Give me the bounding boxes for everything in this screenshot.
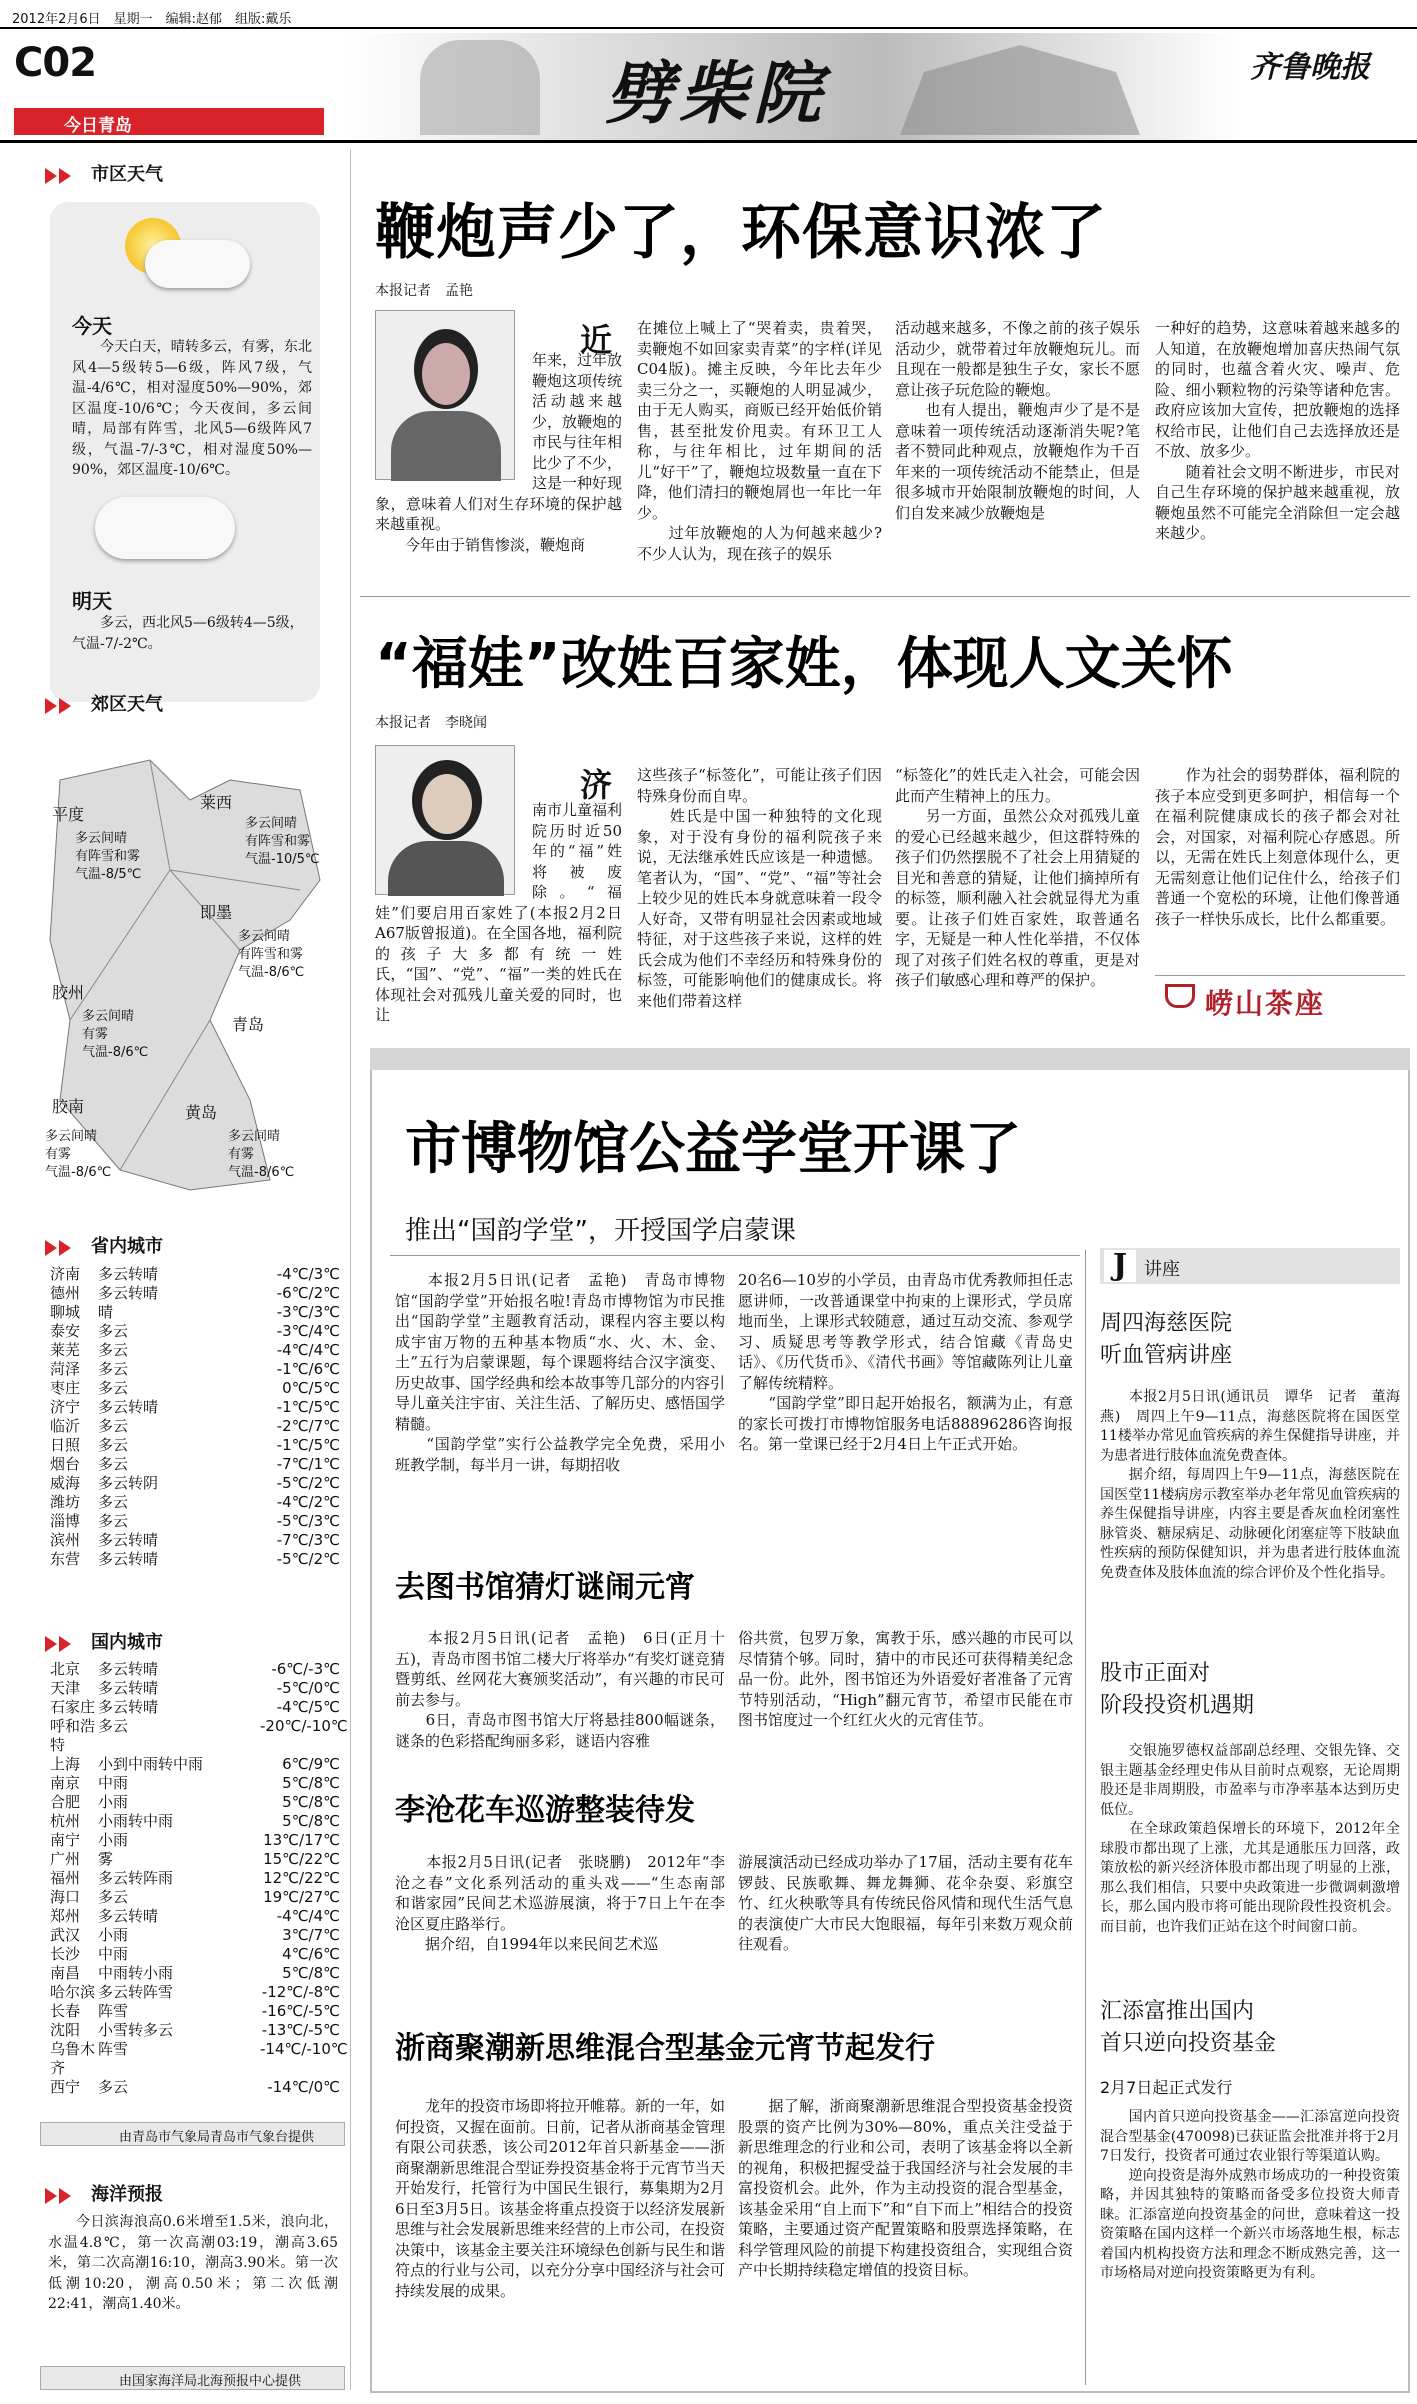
city-condition: 多云 xyxy=(98,1717,129,1735)
city-city: 杭州 xyxy=(50,1812,81,1830)
city-temp: -4℃/2℃ xyxy=(276,1493,340,1511)
news2-title: 李沧花车巡游整装待发 xyxy=(395,1793,695,1828)
city-city: 济南 xyxy=(50,1265,81,1283)
tomorrow-label: 明天 xyxy=(72,589,112,613)
city-city: 威海 xyxy=(50,1474,81,1492)
city-row xyxy=(50,1341,340,1360)
arrow-icon xyxy=(59,2188,71,2204)
city-condition: 多云 xyxy=(98,1341,129,1359)
city-row xyxy=(50,1907,340,1926)
city-temp: 6℃/9℃ xyxy=(282,1755,340,1773)
city-city: 南宁 xyxy=(50,1831,81,1849)
city-temp: -12℃/-8℃ xyxy=(261,1983,340,2001)
article1-byline: 本报记者 孟艳 xyxy=(375,283,473,299)
city-row xyxy=(50,1265,340,1284)
city-row xyxy=(50,1360,340,1379)
sidebar-item2-text: 交银施罗德权益部副总经理、交银先锋、交银主题基金经理史伟从目前时点观察，无论周期股还是非周期股，市盈率与市净率基本达到历史低位。 在全球政策趋保增长的环境下，2012年全球股市都出现了上涨，尤其是通胀压力回落，政策放松的新兴经济体股市都出现了明显的上涨，那么我们相信，只要中央政策进一步微调刺激增长，那么国内股市将可能出现阶段性投资机会。而目前，也许我们正站在这个时间窗口前。 xyxy=(1100,1743,1400,1935)
city-city: 合肥 xyxy=(50,1793,81,1811)
city-row xyxy=(50,1964,340,1983)
city-row xyxy=(50,1945,340,1964)
article2-dropcap: 济 xyxy=(580,766,613,804)
city-city: 呼和浩特 xyxy=(50,1717,96,1754)
city-city: 南昌 xyxy=(50,1964,81,1982)
news2-col2: 游展演活动已经成功举办了17届，活动主要有花车锣鼓、民族歌舞、舞龙舞狮、花伞杂耍、彩旗空竹、红火秧歌等具有传统民俗风情和现代生活气息的表演使广大市民大饱眼福，每年引来数万观众前往观看。 xyxy=(738,1853,1073,1953)
lead-title: 市博物馆公益学堂开课了 xyxy=(405,1117,1021,1182)
paper-logo: 齐鲁晚报 xyxy=(1250,50,1370,85)
news3-col1: 龙年的投资市场即将拉开帷幕。新的一年，如何投资，又握在面前。日前，记者从浙商基金管理有限公司获悉，该公司2012年首只新基金——浙商聚潮新思维混合型证券投资基金将于元宵节当天开始发行，托管行为中国民生银行，募集期为2月6日至3月5日。该基金将重点投资于以经济发展新思维与社会发展新思维来经营的上市公司，在投资决策中，该基金主要关注环境绿色创新与民生和谐符点的行业与公司，以充分分享中国经济与社会可持续发展的成果。 xyxy=(395,2097,726,2300)
city-row xyxy=(50,1660,340,1679)
city-city: 聊城 xyxy=(50,1303,81,1321)
city-city: 乌鲁木齐 xyxy=(50,2040,96,2077)
city-city: 沈阳 xyxy=(50,2021,81,2039)
city-row xyxy=(50,1793,340,1812)
city-condition: 小雪转多云 xyxy=(98,2021,174,2039)
sun-cloud-icon xyxy=(120,218,250,290)
city-city: 郑州 xyxy=(50,1907,81,1925)
city-temp: -7℃/3℃ xyxy=(276,1531,340,1549)
city-condition: 小雨 xyxy=(98,1926,129,1944)
page-number: C02 xyxy=(14,40,97,86)
lead-subtitle: 推出“国韵学堂”，开授国学启蒙课 xyxy=(405,1216,796,1246)
city-city: 长春 xyxy=(50,2002,81,2020)
banner-illustration xyxy=(420,40,540,135)
teacup-icon xyxy=(1165,984,1195,1008)
map-label-pingdu: 平度 xyxy=(52,805,85,824)
lead-col2: 20名6—10岁的小学员，由青岛市优秀教师担任志愿讲师，一改普通课堂中拘束的上课形式，学员席地而坐，上课形式较随意，通过互动交流、参观学习、质疑思考等教学形式，结合馆藏《青岛史话》、《历代货币》、《清代书画》等馆藏陈列让儿童了解传统精粹。 “国韵学堂”即日起开始报名，额满为止，有意的家长可拨打市博物馆服务电话88896286咨询报名。第一堂课已经于2月4日上午正式开始。 xyxy=(738,1271,1073,1453)
city-temp: -1℃/5℃ xyxy=(276,1398,340,1416)
city-temp: -14℃/0℃ xyxy=(267,2078,340,2096)
city-temp: -16℃/-5℃ xyxy=(261,2002,340,2020)
city-condition: 多云 xyxy=(98,1436,129,1454)
sidebar-divider xyxy=(1085,1250,1086,2385)
top-rule xyxy=(0,27,1417,29)
section-tab: 今日青岛 xyxy=(14,108,324,135)
city-condition: 多云转晴 xyxy=(98,1907,159,1925)
city-row xyxy=(50,2078,340,2097)
city-condition: 多云 xyxy=(98,1379,129,1397)
city-condition: 雾 xyxy=(98,1850,114,1868)
city-city: 烟台 xyxy=(50,1455,81,1473)
city-temp: 15℃/22℃ xyxy=(263,1850,340,1868)
lead-rule xyxy=(390,1255,1080,1256)
ocean-source: 由国家海洋局北海预报中心提供 xyxy=(40,2366,345,2390)
arrow-icon xyxy=(59,168,71,184)
city-row xyxy=(50,1322,340,1341)
city-row xyxy=(50,1284,340,1303)
weather-source: 由青岛市气象局青岛市气象台提供 xyxy=(40,2122,345,2146)
city-temp: -13℃/-5℃ xyxy=(261,2021,340,2039)
city-city: 东营 xyxy=(50,1550,81,1568)
city-city: 哈尔滨 xyxy=(50,1983,96,2001)
city-condition: 多云转晴 xyxy=(98,1265,159,1283)
map-label-jiaonan: 胶南 xyxy=(52,1097,85,1116)
map-label-qingdao: 青岛 xyxy=(232,1015,265,1034)
city-condition: 多云转晴 xyxy=(98,1698,159,1716)
city-temp: 12℃/22℃ xyxy=(263,1869,340,1887)
city-city: 石家庄 xyxy=(50,1698,96,1716)
arrow-icon xyxy=(59,1636,71,1652)
map-label-jimo: 即墨 xyxy=(200,903,233,922)
map-text-huangdao: 多云间晴 有雾 气温-8/6℃ xyxy=(228,1129,295,1180)
arrow-icon xyxy=(45,2188,57,2204)
city-temp: -4℃/4℃ xyxy=(276,1907,340,1925)
city-row xyxy=(50,1417,340,1436)
city-row xyxy=(50,1831,340,1850)
city-temp: -3℃/4℃ xyxy=(276,1322,340,1340)
city-city: 海口 xyxy=(50,1888,81,1906)
city-row xyxy=(50,1698,340,1717)
article2-title: “福娃”改姓百家姓，体现人文关怀 xyxy=(375,632,1233,697)
lead-box-topbar xyxy=(370,1048,1410,1070)
city-city: 淄博 xyxy=(50,1512,81,1530)
city-temp: -20℃/-10℃ xyxy=(260,1717,348,1735)
city-temp: 3℃/7℃ xyxy=(282,1926,340,1944)
article1-col1: 年来，过年放鞭炮这项传统活动越来越少，放鞭炮的市民与往年相比少了不少，这是一种好现象，意味着人们对生存环境的保护越来越重视。 今年由于销售惨淡，鞭炮商 xyxy=(375,351,623,554)
city-temp: -1℃/5℃ xyxy=(276,1436,340,1454)
city-city: 滨州 xyxy=(50,1531,81,1549)
sidebar-item3-text: 国内首只逆向投资基金——汇添富逆向投资混合型基金(470098)已获证监会批准并将于2月7日发行，投资者可通过农业银行等渠道认购。 逆向投资是海外成熟市场成功的一种投资策略，并因其独特的策略而备受多位投资大师青睐。汇添富逆向投资基金的问世，意味着这一投资策略在国内这样一个新兴市场落地生根，标志着国内机构投资方法和理念不断成熟完善，这一市场格局对逆向投资策略更为有利。 xyxy=(1100,2109,1400,2281)
city-city: 济宁 xyxy=(50,1398,81,1416)
city-row xyxy=(50,1493,340,1512)
arrow-icon xyxy=(59,1240,71,1256)
city-city: 武汉 xyxy=(50,1926,81,1944)
city-city: 北京 xyxy=(50,1660,81,1678)
city-temp: 0℃/5℃ xyxy=(282,1379,340,1397)
map-label-jiaozhou: 胶州 xyxy=(52,983,85,1002)
lead-col1: 本报2月5日讯(记者 孟艳) 青岛市博物馆“国韵学堂”开始报名啦!青岛市博物馆为市民推出“国韵学堂”主题教育活动，课程内容主要以构成宇宙万物的五种基本物质“水、火、木、金、土”五行为启蒙课题，每个课题将结合汉字演变、历史故事、国学经典和绘本故事等几部分的内容引导儿童关注宇宙、关注生活、了解历史、感悟国学精髓。 “国韵学堂”实行公益教学完全免费，采用小班教学制，每半月一讲，每期招收 xyxy=(395,1271,726,1474)
news3-title: 浙商聚潮新思维混合型基金元宵节起发行 xyxy=(395,2031,935,2066)
sidebar-item1-text: 本报2月5日讯(通讯员 谭华 记者 董海燕) 周四上午9—11点，海慈医院将在国医堂11楼举办常见血管疾病的养生保健指导讲座，并为患者进行肢体血流免费查体。 据介绍，每周四上午9—11点，海慈医院在国医堂11楼病房示教室举办老年常见血管疾病的养生保健指导讲座，内容主要是香灰血栓闭塞性脉管炎、糖尿病足、动脉硬化闭塞症等下肢缺血性疾病的预防保健知识，并为患者进行肢体血流免费查体及肢体血流的综合评价及个性化指导。 xyxy=(1100,1389,1400,1581)
city-row xyxy=(50,1436,340,1455)
city-condition: 中雨 xyxy=(98,1945,129,1963)
city-temp: -5℃/2℃ xyxy=(276,1550,340,1568)
city-condition: 多云 xyxy=(98,1455,129,1473)
article2-col2: 这些孩子“标签化”，可能让孩子们因特殊身份而自卑。 姓氏是中国一种独特的文化现象，对于没有身份的福利院孩子来说，无法继承姓氏应该是一种遗憾。笔者认为，“国”、“党”、“福”等社会上较少见的姓氏本身就意味着一段令人好奇，又带有明显社会因素或地域特征，对于这些孩子来说，这样的姓氏会成为他们不幸经历和特殊身份的标签，可能影响他们的健康成长。将来他们带着这样 xyxy=(637,766,882,1010)
news2-col1: 本报2月5日讯(记者 张晓鹏) 2012年“李沧之春”文化系列活动的重头戏——“生态南部 和谐家园”民间艺术巡游展演，将于7日上午在李沧区夏庄路举行。 据介绍，自1994年以来民间艺术巡 xyxy=(395,1853,725,1953)
news1-col1: 本报2月5日讯(记者 孟艳) 6日(正月十五)，青岛市图书馆二楼大厅将举办“有奖灯谜竞猜暨剪纸、丝网花大赛颁奖活动”，有兴趣的市民可前去参与。 6日，青岛市图书馆大厅将悬挂800幅谜条，谜条的色彩搭配绚丽多彩，谜语内容雅 xyxy=(395,1629,725,1750)
today-label: 今天 xyxy=(72,314,112,338)
column-divider xyxy=(350,150,351,2390)
city-condition: 小雨 xyxy=(98,1793,129,1811)
city-city: 福州 xyxy=(50,1869,81,1887)
ocean-forecast: 今日滨海浪高0.6米增至1.5米，浪向北，水温4.8℃，第一次高潮03:19，潮高3.65米，第二次高潮16:10，潮高3.90米。第一次低潮10:20，潮高0.50米；第二次低潮22:41，潮高1.40米。 xyxy=(48,2214,338,2312)
city-row xyxy=(50,1755,340,1774)
city-city: 德州 xyxy=(50,1284,81,1302)
city-row xyxy=(50,2002,340,2021)
arrow-icon xyxy=(45,698,57,714)
city-city: 长沙 xyxy=(50,1945,81,1963)
city-city: 莱芜 xyxy=(50,1341,81,1359)
city-row xyxy=(50,2040,348,2078)
city-condition: 多云转阴 xyxy=(98,1474,159,1492)
date-line: 2012年2月6日 星期一 编辑:赵郁 组版:戴乐 xyxy=(12,12,292,27)
city-row xyxy=(50,1983,340,2002)
city-condition: 阵雪 xyxy=(98,2002,129,2020)
city-temp: -14℃/-10℃ xyxy=(260,2040,348,2058)
map-text-pingdu: 多云间晴 有阵雪和雾 气温-8/5℃ xyxy=(75,831,142,882)
city-city: 临沂 xyxy=(50,1417,81,1435)
sidebar-tag: J 讲座 xyxy=(1100,1248,1400,1284)
map-text-jiaozhou: 多云间晴 有雾 气温-8/6℃ xyxy=(82,1009,149,1060)
city-condition: 多云转晴 xyxy=(98,1679,159,1697)
today-forecast: 今天白天，晴转多云，有雾，东北风4—5级转5—6级，阵风7级，气温-4/6℃，相对湿度50%—90%，郊区温度-10/6℃；今天夜间，多云间晴，局部有阵雪，北风5—6级阵风7级，气温-7/-3℃，相对湿度50%—90%，郊区温度-10/6℃。 xyxy=(72,339,312,478)
city-condition: 多云转晴 xyxy=(98,1660,159,1678)
city-condition: 多云 xyxy=(98,1417,129,1435)
national-header: 国内城市 xyxy=(45,1628,163,1654)
province-city-list xyxy=(50,1265,340,1569)
city-condition: 多云转晴 xyxy=(98,1284,159,1302)
city-row xyxy=(50,1379,340,1398)
city-temp: 5℃/8℃ xyxy=(282,1793,340,1811)
city-row xyxy=(50,2021,340,2040)
city-temp: -5℃/2℃ xyxy=(276,1474,340,1492)
city-condition: 多云 xyxy=(98,2078,129,2096)
city-row xyxy=(50,1550,340,1569)
city-condition: 阵雪 xyxy=(98,2040,129,2058)
teahouse-logo: 崂山茶座 xyxy=(1155,975,1405,1025)
city-row xyxy=(50,1869,340,1888)
map-label-huangdao: 黄岛 xyxy=(185,1103,218,1122)
city-city: 泰安 xyxy=(50,1322,81,1340)
city-condition: 多云 xyxy=(98,1493,129,1511)
city-temp: -6℃/-3℃ xyxy=(271,1660,340,1678)
city-city: 南京 xyxy=(50,1774,81,1792)
article2-byline: 本报记者 李晓闻 xyxy=(375,715,487,731)
section-rule xyxy=(360,596,1410,597)
map-text-jimo: 多云间晴 有阵雪和雾 气温-8/6℃ xyxy=(238,929,305,980)
city-city: 广州 xyxy=(50,1850,81,1868)
news1-col2: 俗共赏，包罗万象，寓教于乐，感兴趣的市民可以尽情猜个够。同时，猜中的市民还可获得精美纪念品一份。此外，图书馆还为外语爱好者准备了元宵节特别活动，“High”翻元宵节，希望市民能在市图书馆度过一个红红火火的元宵佳节。 xyxy=(738,1629,1073,1729)
city-temp: -2℃/7℃ xyxy=(276,1417,340,1435)
city-condition: 多云转晴 xyxy=(98,1531,159,1549)
city-temp: 5℃/8℃ xyxy=(282,1774,340,1792)
city-row xyxy=(50,1850,340,1869)
sidebar-item2-title: 股市正面对 阶段投资机遇期 xyxy=(1100,1661,1255,1718)
national-city-list xyxy=(50,1660,348,2097)
city-condition: 多云转晴 xyxy=(98,1398,159,1416)
article1-dropcap: 近 xyxy=(580,321,613,359)
city-temp: -6℃/2℃ xyxy=(276,1284,340,1302)
city-temp: -5℃/3℃ xyxy=(276,1512,340,1530)
city-temp: 19℃/27℃ xyxy=(263,1888,340,1906)
city-temp: -3℃/3℃ xyxy=(276,1303,340,1321)
city-temp: -7℃/1℃ xyxy=(276,1455,340,1473)
city-condition: 多云转晴 xyxy=(98,1550,159,1568)
city-row xyxy=(50,1512,340,1531)
article1-col4: 一种好的趋势，这意味着越来越多的人知道，在放鞭炮增加喜庆热闹气氛的同时，也蕴含着火灾、噪声、危险、细小颗粒物的污染等诸种危害。政府应该加大宣传，把放鞭炮的选择权给市民，让他们自己去选择放还是不放、放多少。 随着社会文明不断进步，市民对自己生存环境的保护越来越重视，放鞭炮虽然不可能完全消除但一定会越来越少。 xyxy=(1155,319,1400,542)
city-condition: 中雨转小雨 xyxy=(98,1964,174,1982)
map-text-jiaonan: 多云间晴 有雾 气温-8/6℃ xyxy=(45,1129,112,1180)
city-row xyxy=(50,1455,340,1474)
city-condition: 多云转阵雪 xyxy=(98,1983,174,2001)
column-name: 劈柴院 xyxy=(605,54,828,134)
news3-col2: 据了解，浙商聚潮新思维混合型投资基金投资股票的资产比例为30%—80%，重点关注受益于新思维理念的行业和公司，表明了该基金将以全新的视角，积极把握受益于我国经济与社会发展的丰富投资机会。此外，作为主动投资的混合型基金，该基金采用“自上而下”和“自下而上”相结合的投资策略，主要通过资产配置策略和股票选择策略，在科学管理风险的前提下构建投资组合，实现组合资产中长期持续稳定增值的投资目标。 xyxy=(738,2097,1073,2279)
map-text-laixi: 多云间晴 有阵雪和雾 气温-10/5℃ xyxy=(245,816,320,867)
article1-title: 鞭炮声少了，环保意识浓了 xyxy=(375,198,1107,268)
city-condition: 多云 xyxy=(98,1888,129,1906)
city-row xyxy=(50,1717,348,1755)
suburb-weather-header: 郊区天气 xyxy=(45,690,163,716)
city-temp: -4℃/4℃ xyxy=(276,1341,340,1359)
city-row xyxy=(50,1679,340,1698)
city-condition: 中雨 xyxy=(98,1774,129,1792)
city-row xyxy=(50,1888,340,1907)
city-row xyxy=(50,1303,340,1322)
city-condition: 多云 xyxy=(98,1360,129,1378)
ocean-header: 海洋预报 xyxy=(45,2180,163,2206)
city-weather-header: 市区天气 xyxy=(45,160,163,186)
city-row xyxy=(50,1926,340,1945)
sidebar-item3-title: 汇添富推出国内 首只逆向投资基金 xyxy=(1100,1999,1277,2056)
city-city: 菏泽 xyxy=(50,1360,81,1378)
article1-col2: 在摊位上喊上了“哭着卖，贵着哭，卖鞭炮不如回家卖青菜”的字样(详见C04版)。摊主反映，今年比去年少卖三分之一，买鞭炮的人明显减少，由于无人购买，商贩已经开始低价销售，甚至批发价甩卖。有环卫工人称，与往年相比，过年期间的活儿“好干”了，鞭炮垃圾数量一直在下降，他们清扫的鞭炮屑也一年比一年少。 过年放鞭炮的人为何越来越少?不少人认为，现在孩子的娱乐 xyxy=(637,319,882,563)
article1-col3: 活动越来越多，不像之前的孩子娱乐活动少，就带着过年放鞭炮玩儿。而且现在一般都是独生子女，家长不愿意让孩子玩危险的鞭炮。 也有人提出，鞭炮声少了是不是意味着一项传统活动逐渐消失呢?笔者不赞同此种观点，放鞭炮作为千百年来的一项传统活动不能禁止，但是很多城市开始限制放鞭炮的时间，人们自发来减少放鞭炮是 xyxy=(895,319,1140,522)
city-condition: 小雨 xyxy=(98,1831,129,1849)
map-label-laixi: 莱西 xyxy=(200,793,233,812)
sidebar-item3-date: 2月7日起正式发行 xyxy=(1100,2078,1233,2097)
city-condition: 小到中雨转中雨 xyxy=(98,1755,204,1773)
province-header: 省内城市 xyxy=(45,1232,163,1258)
arrow-icon xyxy=(45,168,57,184)
city-temp: -4℃/5℃ xyxy=(276,1698,340,1716)
sidebar-item1-title: 周四海慈医院 听血管病讲座 xyxy=(1100,1311,1233,1368)
city-condition: 多云 xyxy=(98,1322,129,1340)
city-temp: 13℃/17℃ xyxy=(263,1831,340,1849)
city-city: 日照 xyxy=(50,1436,81,1454)
city-row xyxy=(50,1774,340,1793)
city-row xyxy=(50,1474,340,1493)
city-temp: 4℃/6℃ xyxy=(282,1945,340,1963)
city-temp: -4℃/3℃ xyxy=(276,1265,340,1283)
city-temp: 5℃/8℃ xyxy=(282,1812,340,1830)
city-condition: 多云转阵雨 xyxy=(98,1869,174,1887)
city-city: 上海 xyxy=(50,1755,81,1773)
city-temp: 5℃/8℃ xyxy=(282,1964,340,1982)
cloud-icon xyxy=(95,487,235,567)
masthead-rule xyxy=(0,140,1417,143)
arrow-icon xyxy=(59,698,71,714)
city-city: 潍坊 xyxy=(50,1493,81,1511)
news1-title: 去图书馆猜灯谜闹元宵 xyxy=(395,1570,695,1605)
city-row xyxy=(50,1812,340,1831)
tomorrow-forecast: 多云，西北风5—6级转4—5级，气温-7/-2℃。 xyxy=(72,615,304,652)
article2-col4: 作为社会的弱势群体，福利院的孩子本应受到更多呵护，相信每一个在福利院健康成长的孩子都会对社会，对国家，对福利院心存感恩。所以，无需在姓氏上刻意体现什么，更无需刻意让他们记住什么，给孩子们普通一个宽松的环境，让他们像普通孩子一样快乐成长，比什么都重要。 xyxy=(1155,766,1400,928)
article2-col1: 南市儿童福利院历时近50年的“福”姓将被废除。“福娃”们要启用百家姓了(本报2月2日A67版曾报道)。在全国各地，福利院的孩子大多都有统一姓氏，“国”、“党”、“福”一类的姓氏在体现社会对孤残儿童关爱的同时，也让 xyxy=(375,801,623,1024)
city-city: 天津 xyxy=(50,1679,81,1697)
city-condition: 晴 xyxy=(98,1303,114,1321)
city-row xyxy=(50,1398,340,1417)
city-condition: 小雨转中雨 xyxy=(98,1812,174,1830)
city-row xyxy=(50,1531,340,1550)
arrow-icon xyxy=(45,1636,57,1652)
city-city: 西宁 xyxy=(50,2078,81,2096)
city-condition: 多云 xyxy=(98,1512,129,1530)
city-temp: -5℃/0℃ xyxy=(276,1679,340,1697)
city-city: 枣庄 xyxy=(50,1379,81,1397)
city-temp: -1℃/6℃ xyxy=(276,1360,340,1378)
arrow-icon xyxy=(45,1240,57,1256)
article2-col3: “标签化”的姓氏走入社会，可能会因此而产生精神上的压力。 另一方面，虽然公众对孤残儿童的爱心已经越来越少，但这群特殊的孩子们仍然摆脱不了社会上用猜疑的目光和善意的猜疑，让他们摘掉所有的标签，顺利融入社会就显得尤为重要。让孩子们姓百家姓，取普通名字，无疑是一种人性化举措，不仅体现了对孩子们姓名权的尊重，更是对孩子们敏感心理和尊严的保护。 xyxy=(895,766,1140,989)
